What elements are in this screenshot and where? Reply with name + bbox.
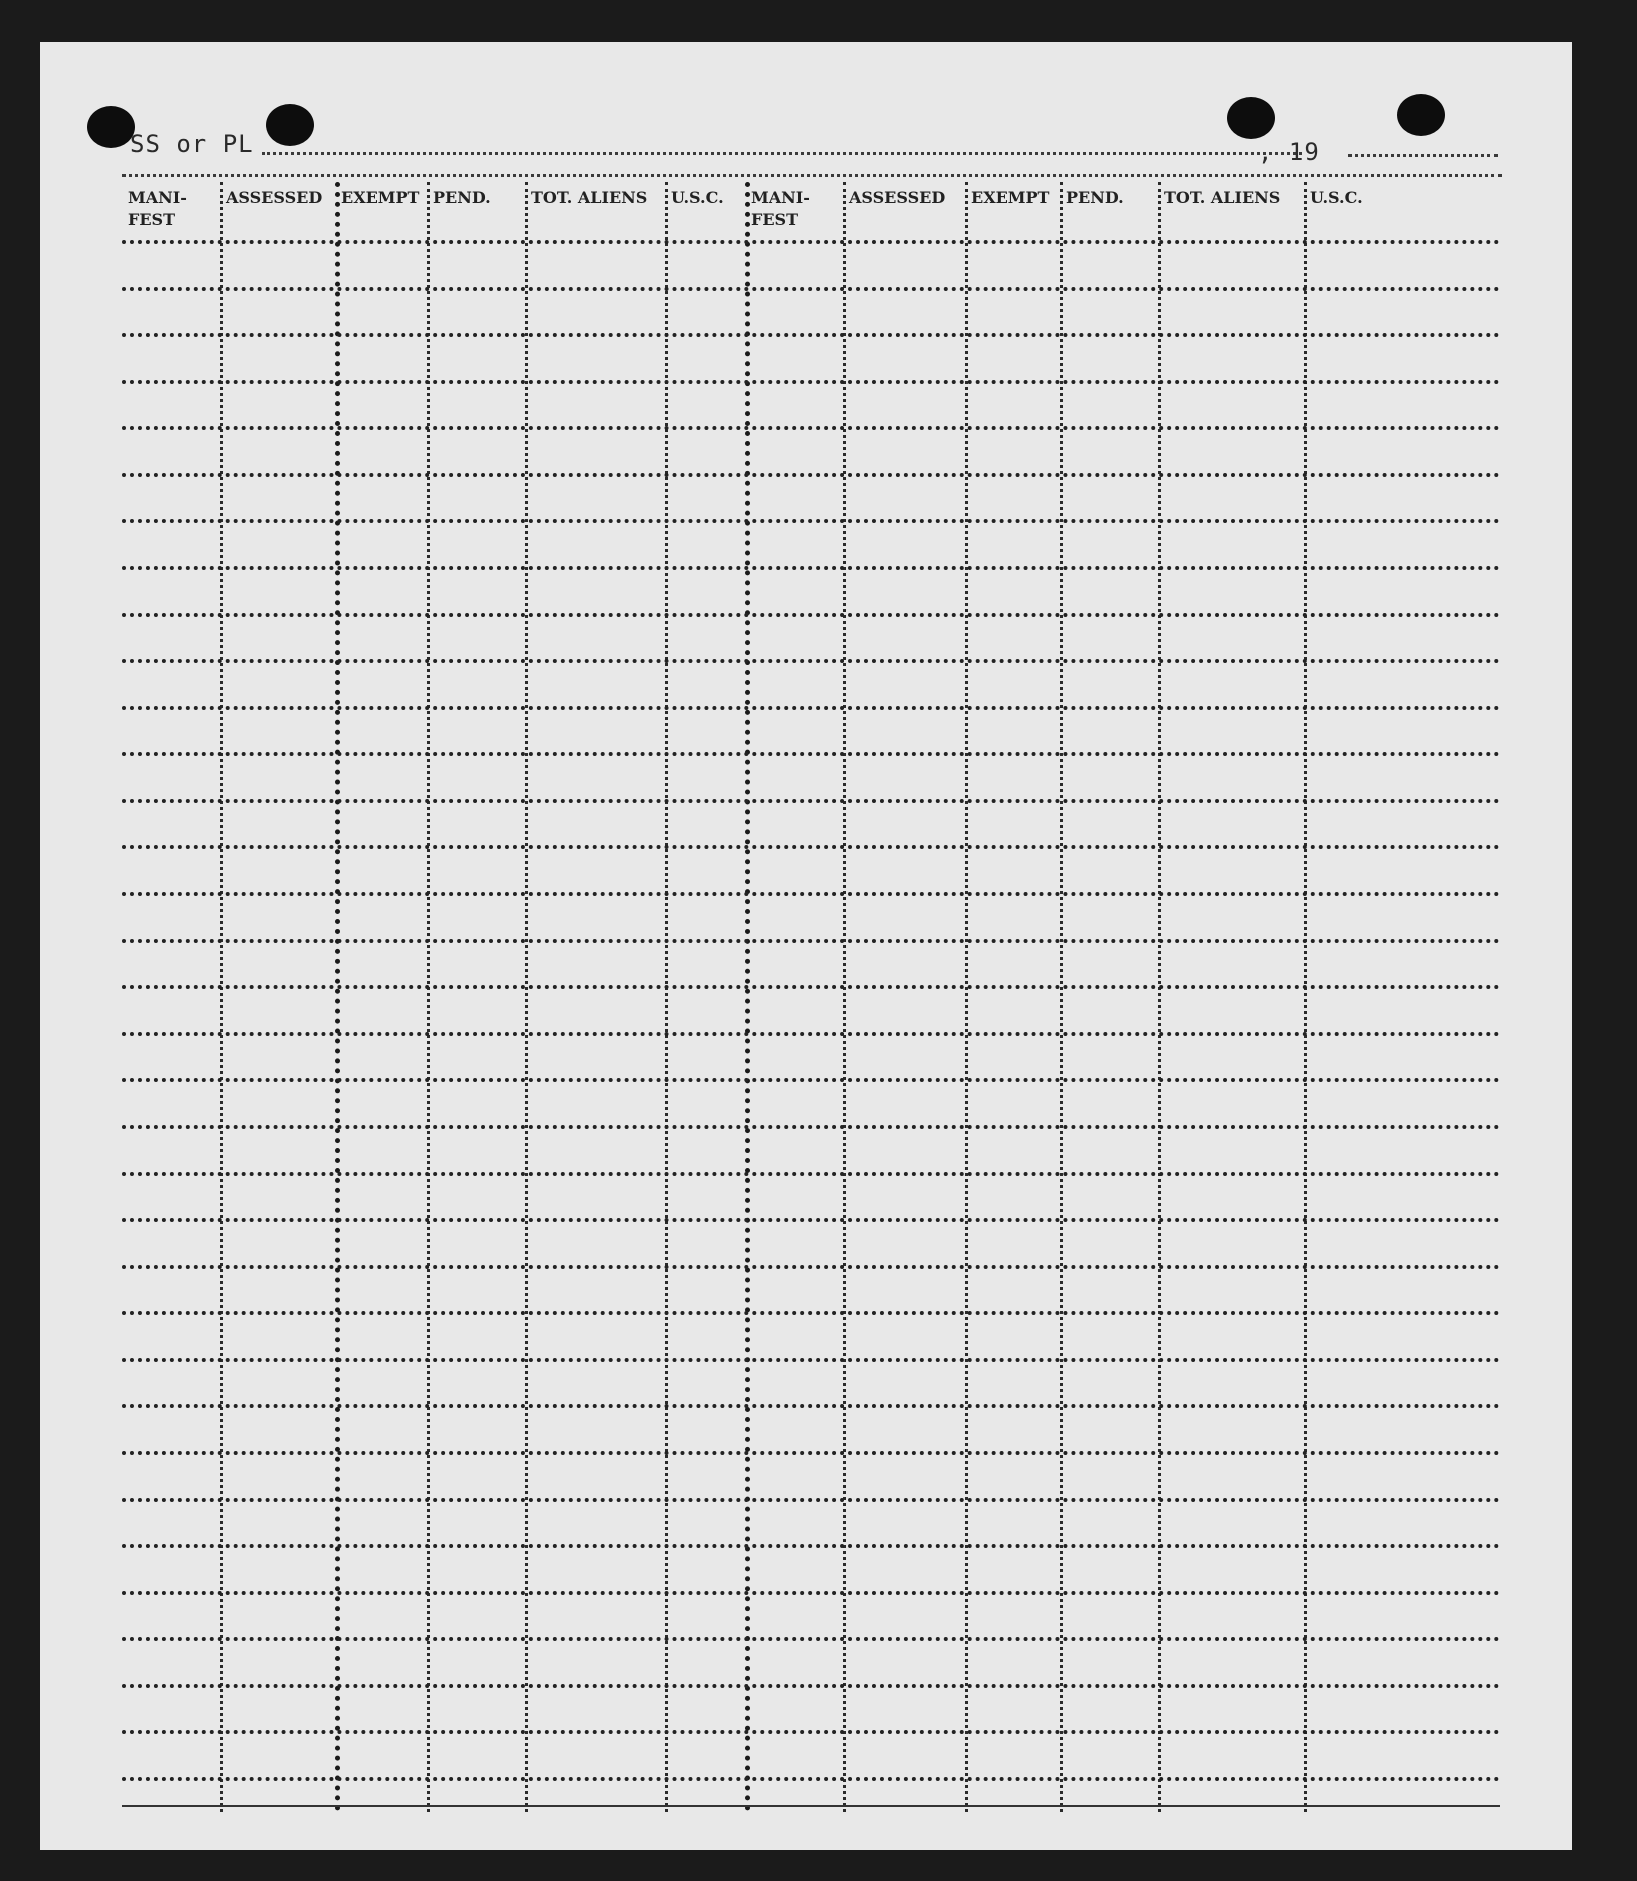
table-row[interactable] (122, 1544, 1500, 1548)
table-row[interactable] (122, 519, 1500, 523)
column-header-left-2: ASSESSED (226, 188, 323, 207)
column-header-right-1: MANI- FEST (751, 188, 810, 229)
table-row[interactable] (122, 1451, 1500, 1455)
table-row[interactable] (122, 1125, 1500, 1129)
table-row[interactable] (122, 380, 1500, 384)
table-row[interactable] (122, 333, 1500, 337)
header-rule (122, 174, 1502, 177)
form-sheet (40, 42, 1572, 1850)
table-row[interactable] (122, 892, 1500, 896)
column-header-right-2: ASSESSED (849, 188, 946, 207)
table-row[interactable] (122, 1684, 1500, 1688)
table-row[interactable] (122, 1311, 1500, 1315)
year-field[interactable] (1348, 154, 1498, 157)
table-row[interactable] (122, 240, 1500, 244)
table-row[interactable] (122, 1591, 1500, 1595)
table-row[interactable] (122, 939, 1500, 943)
table-row[interactable] (122, 1358, 1500, 1362)
ship-name-field[interactable] (262, 152, 1302, 155)
column-header-left-3: EXEMPT (341, 188, 420, 207)
table-row[interactable] (122, 1730, 1500, 1734)
table-row[interactable] (122, 1777, 1500, 1781)
table-row[interactable] (122, 566, 1500, 570)
table-row[interactable] (122, 1404, 1500, 1408)
column-header-left-1: MANI- FEST (128, 188, 187, 229)
table-row[interactable] (122, 659, 1500, 663)
column-header-right-5: TOT. ALIENS (1164, 188, 1281, 207)
punch-hole-icon (1397, 94, 1445, 136)
table-row[interactable] (122, 287, 1500, 291)
column-header-left-4: PEND. (433, 188, 491, 207)
column-header-right-6: U.S.C. (1310, 188, 1363, 207)
punch-hole-icon (1227, 97, 1275, 139)
column-header-right-4: PEND. (1066, 188, 1124, 207)
column-header-left-6: U.S.C. (671, 188, 724, 207)
bottom-rule (122, 1805, 1500, 1807)
table-row[interactable] (122, 1078, 1500, 1082)
table-row[interactable] (122, 706, 1500, 710)
punch-hole-icon (266, 104, 314, 146)
table-row[interactable] (122, 1637, 1500, 1641)
table-row[interactable] (122, 799, 1500, 803)
table-row[interactable] (122, 1265, 1500, 1269)
table-row[interactable] (122, 1218, 1500, 1222)
table-row[interactable] (122, 426, 1500, 430)
table-row[interactable] (122, 473, 1500, 477)
ship-label: SS or PL (130, 130, 254, 158)
year-label: , 19 (1258, 138, 1320, 166)
table-row[interactable] (122, 613, 1500, 617)
table-row[interactable] (122, 1032, 1500, 1036)
table-row[interactable] (122, 1498, 1500, 1502)
table-row[interactable] (122, 985, 1500, 989)
table-row[interactable] (122, 845, 1500, 849)
punch-hole-icon (87, 106, 135, 148)
table-row[interactable] (122, 1172, 1500, 1176)
column-header-right-3: EXEMPT (971, 188, 1050, 207)
table-row[interactable] (122, 752, 1500, 756)
column-header-left-5: TOT. ALIENS (531, 188, 648, 207)
